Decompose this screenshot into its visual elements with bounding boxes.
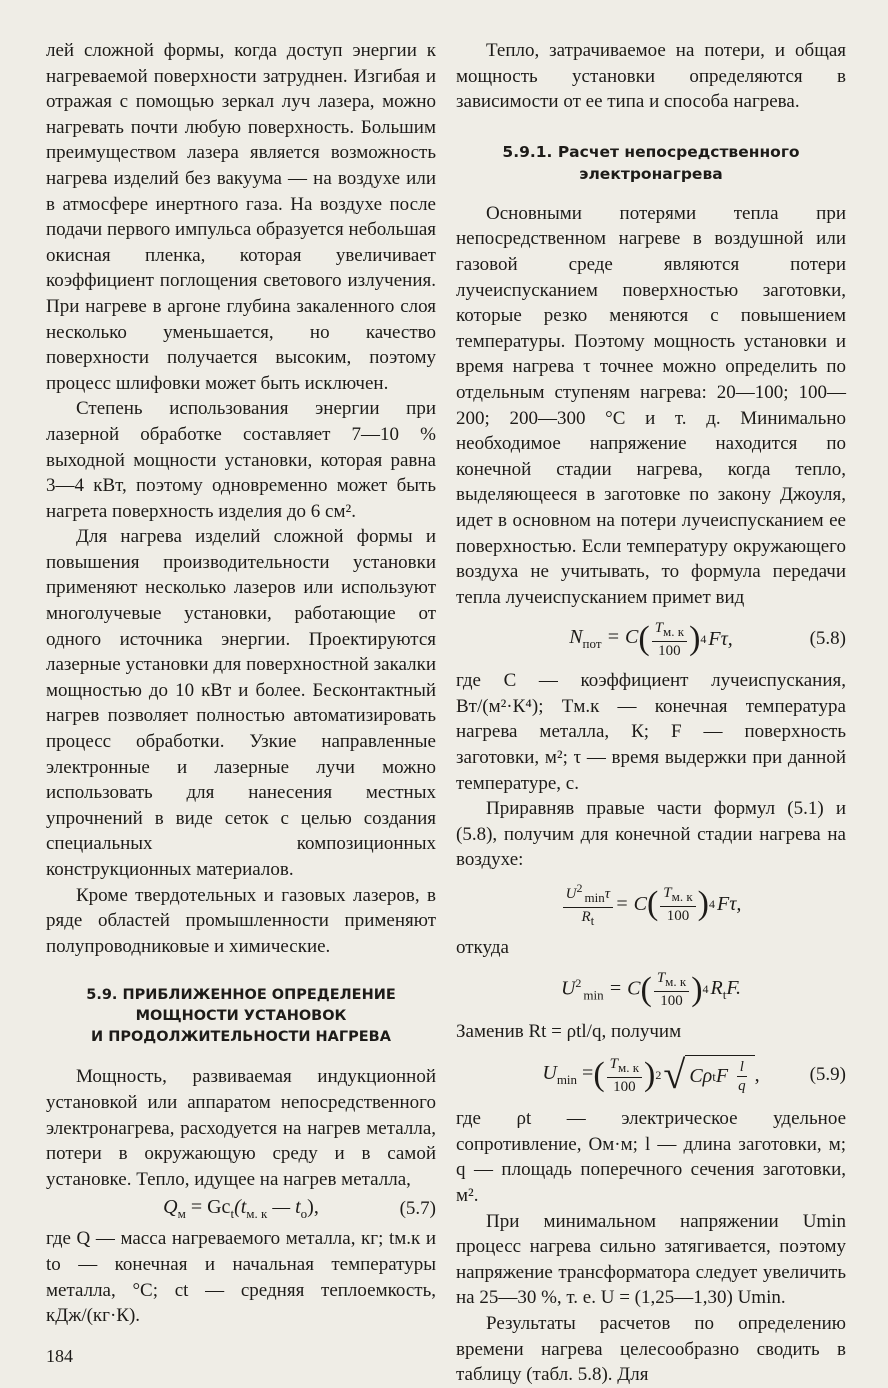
paragraph: Мощность, развиваемая индукционной установкой или аппаратом непосредственного электронагрева, расходуется на нагрев металла, потери в окружающую среду и в самой установке. Тепло, идущее на нагрев металла, <box>46 1066 436 1190</box>
paragraph: Заменив Rt = ρtl/q, получим <box>456 1020 682 1042</box>
paragraph: Основными потерями тепла при непосредственном нагреве в воздушной или газовой среде являются потери лучеиспусканием поверхностью заготовки, которые резко меняются с повышением температуры. Поэтому мощность установки и время нагрева τ точнее можно определить по отдельным ступеням нагрева: 20—100; 100—200; 200—300 °C и т. д. Минимально необходимое напряжение находится по конечной стадии нагрева, когда тепло, выделяющееся в заготовке по закону Джоуля, идет в основном на потери лучеиспусканием ее поверхностью. Если температуру окружающего воздуха не учитывать, то формула передачи тепла лучеиспусканием примет вид <box>456 202 846 608</box>
paragraph: где C — коэффициент лучеиспускания, Вт/(м²·К⁴); Tм.к — конечная температура нагрева металла, К; F — поверхность заготовки, м²; τ — время выдержки при данной температуре, с. <box>456 670 846 794</box>
paragraph: Степень использования энергии при лазерной обработке составляет 7—10 % выходной мощности установки, которая равна 3—4 кВт, поэтому одновременно может быть нагрета поверхность изделия до 6 см². <box>46 398 436 522</box>
right-column <box>456 38 846 1388</box>
formula-5-7: $Q_м = Gc_t(t_{м. к}$ — $t_о$), (5.7) <box>163 1196 436 1222</box>
formula-5-8: $N_{пот} = C$ ( $\frac{Tм. к}{100}$ ) 4 Fτ, (5.8) <box>569 619 846 659</box>
equation-number: (5.9) <box>809 1064 846 1086</box>
left-column <box>46 38 436 1329</box>
paragraph: Кроме твердотельных и газовых лазеров, в ряде областей промышленности применяют полупроводниковые и химические. <box>46 884 436 957</box>
paragraph: где ρt — электрическое удельное сопротивление, Ом·м; l — длина заготовки, м; q — площадь поперечного сечения заготовки, м². <box>456 1108 846 1206</box>
formula-equated: $\frac{U^2\min\tau}{Rt}$ = C ( $\frac{Tм. к}{100}$ ) 4 Fτ, <box>456 877 846 931</box>
equation-number: (5.8) <box>809 628 846 650</box>
paragraph: где Q — масса нагреваемого металла, кг; tм.к и tо — конечная и начальная температуры металла, °C; ct — средняя теплоемкость, кДж/(кг·К). <box>46 1228 436 1327</box>
page-number: 184 <box>46 1346 73 1366</box>
paragraph: Тепло, затрачиваемое на потери, и общая мощность установки определяются в зависимости от ее типа и способа нагрева. <box>456 40 846 113</box>
subsection-heading-5-9-1: 5.9.1. Расчет непосредственного электронагрева <box>502 142 800 183</box>
paragraph: Приравняв правые части формул (5.1) и (5.8), получим для конечной стадии нагрева на воздухе: <box>456 798 846 871</box>
equation-number: (5.7) <box>399 1198 436 1220</box>
paragraph: лей сложной формы, когда доступ энергии к нагреваемой поверхности затруднен. Изгибая и отражая с помощью зеркал луч лазера, можно нагревать почти любую поверхность. Большим преимуществом лазера является возможность нагрева изделий без вакуума — на воздухе или в атмосфере инертного газа. На воздухе после подачи первого импульса образуется небольшая окисная пленка, которая увеличивает коэффициент поглощения светового излучения. При нагреве в аргоне глубина закаленного слоя несколько уменьшается, но качество поверхности получается высоким, поэтому процесс шлифовки может быть исключен. <box>46 40 436 394</box>
formula-umin-squared: $U^2_{min} = C$ ( $\frac{Tм. к}{100}$ ) 4 $R_tF$. <box>560 970 742 1010</box>
paragraph: Результаты расчетов по определению времени нагрева целесообразно сводить в таблицу (табл. 5.8). Для <box>456 1312 846 1386</box>
paragraph: При минимальном напряжении Umin процесс нагрева сильно затягивается, поэтому напряжение трансформатора следует увеличить на 25—30 %, т. е. U = (1,25—1,30) Umin. <box>456 1210 846 1309</box>
section-heading-5-9: 5.9. ПРИБЛИЖЕННОЕ ОПРЕДЕЛЕНИЕ МОЩНОСТИ УСТАНОВОК И ПРОДОЛЖИТЕЛЬНОСТИ НАГРЕВА <box>86 987 396 1046</box>
formula-5-9: $U_{min}$ = ( $\frac{Tм. к}{100}$ ) 2 √ Cρ t F $\frac{l}{q}$ , (5.9) <box>542 1052 846 1098</box>
paragraph: откуда <box>456 937 509 959</box>
paragraph: Для нагрева изделий сложной формы и повышения производительности установки применяют несколько лазеров или используют многолучевые установки, работающие от одного источника энергии. Проектируются лазерные установки для поверхностной закалки мощностью до 10 кВт и более. Бесконтактный нагрев позволяет полностью автоматизировать процесс обработки. Узкие направленные электронные и лазерные лучи можно использовать для нанесения местных упрочнений в виде сеток с целью создания специальных композиционных конструкционных материалов. <box>46 526 436 880</box>
